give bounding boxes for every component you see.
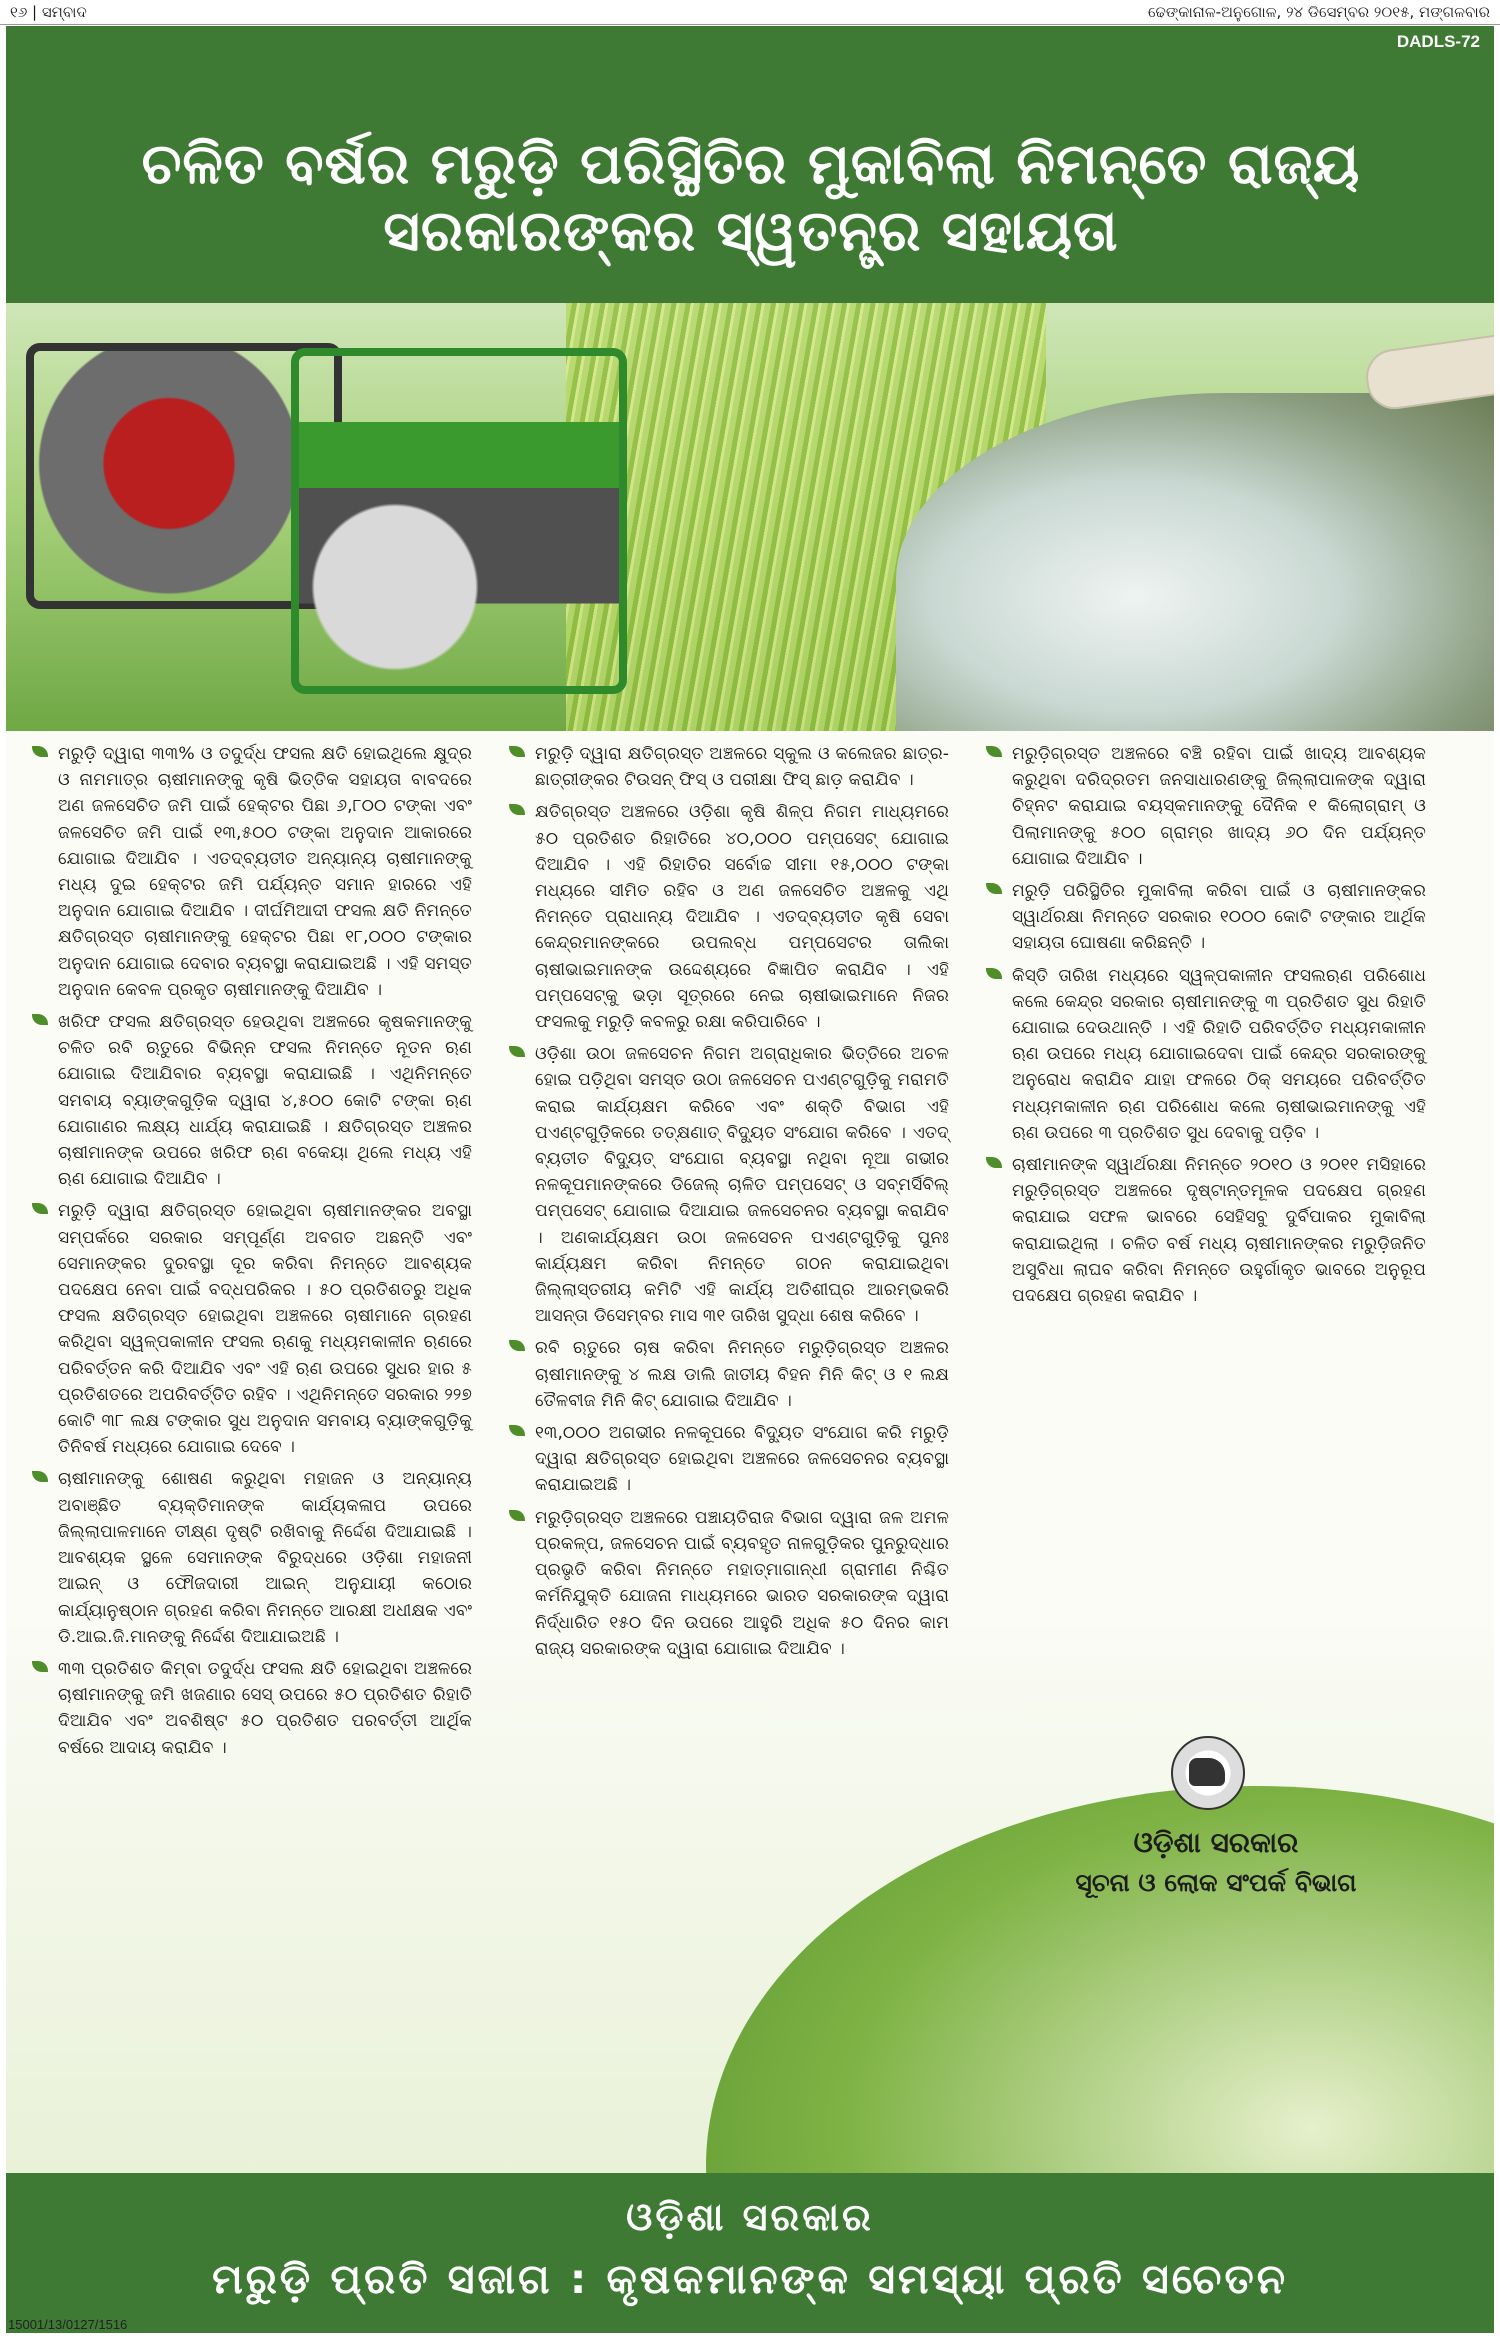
leaf-bullet-icon (509, 1510, 525, 1521)
newspaper-top-strip (0, 0, 1500, 25)
list-item: ମରୁଡ଼ି ପରିସ୍ଥିତିର ମୁକାବିଲା କରିବା ପାଇଁ ଓ ଚାଷୀମାନଙ୍କର ସ୍ୱାର୍ଥରକ୍ଷା ନିମନ୍ତେ ସରକାର ୧୦୦୦ କୋଟି ଟଙ୍କାର ଆର୍ଥିକ ସହାୟତା ଘୋଷଣା କରିଛନ୍ତି । (986, 878, 1426, 957)
list-item: ମରୁଡ଼ିଗ୍ରସ୍ତ ଅଞ୍ଚଳରେ ବଞ୍ଚି ରହିବା ପାଇଁ ଖାଦ୍ୟ ଆବଶ୍ୟକ କରୁଥିବା ଦରିଦ୍ରତମ ଜନସାଧାରଣଙ୍କୁ ଜିଲ୍ଲାପାଳଙ୍କ ଦ୍ୱାରା ଚିହ୍ନଟ କରାଯାଇ ବୟସ୍କମାନଙ୍କୁ ଦୈନିକ ୧ କିଲୋଗ୍ରାମ୍ ଓ ପିଲାମାନଙ୍କୁ ୫୦୦ ଗ୍ରାମ୍‌ର ଖାଦ୍ୟ ୬୦ ଦିନ ପର୍ଯ୍ୟନ୍ତ ଯୋଗାଇ ଦିଆଯିବ । (986, 741, 1426, 872)
column-3 (986, 741, 1426, 1315)
list-item: ମରୁଡ଼ି ଦ୍ୱାରା ୩୩% ଓ ତଦୁର୍ଦ୍ଧ ଫସଲ କ୍ଷତି ହୋଇଥିଲେ କ୍ଷୁଦ୍ର ଓ ନାମମାତ୍ର ଚାଷୀମାନଙ୍କୁ କୃଷି ଭିତ୍ତିକ ସହାୟତା ବାବଦରେ ଅଣ ଜଳସେଚିତ ଜମି ପାଇଁ ହେକ୍ଟର ପିଛା ୬,୮୦୦ ଟଙ୍କା ଏବଂ ଜଳସେଚିତ ଜମି ପାଇଁ ୧୩,୫୦୦ ଟଙ୍କା ଅନୁଦାନ ଆକାରରେ ଯୋଗାଇ ଦିଆଯିବ । ଏତଦ୍‌ବ୍ୟତୀତ ଅନ୍ୟାନ୍ୟ ଚାଷୀମାନଙ୍କୁ ମଧ୍ୟ ଦୁଇ ହେକ୍ଟର ଜମି ପର୍ଯ୍ୟନ୍ତ ସମାନ ହାରରେ ଏହି ଅନୁଦାନ ଯୋଗାଇ ଦିଆଯିବ । ଦୀର୍ଘମିଆଦୀ ଫସଲ କ୍ଷତି ନିମନ୍ତେ କ୍ଷତିଗ୍ରସ୍ତ ଚାଷୀମାନଙ୍କୁ ହେକ୍ଟର ପିଛା ୧୮,୦୦୦ ଟଙ୍କାର ଅନୁଦାନ ଯୋଗାଇ ଦେବାର ବ୍ୟବସ୍ଥା କରାଯାଇଅଛି । ଏହି ସମସ୍ତ ଅନୁଦାନ କେବଳ ପ୍ରକୃତ ଚାଷୀମାନଙ୍କୁ ଦିଆଯିବ । (32, 741, 472, 1003)
page-number: ୧୬ | ସମ୍ବାଦ (10, 3, 87, 21)
issuer-govt: ଓଡ଼ିଶା ସରକାର (1133, 1826, 1299, 1859)
leaf-bullet-icon (509, 804, 525, 815)
edition-dateline: ଢେଙ୍କାନାଳ-ଅନୁଗୋଳ, ୨୪ ଡିସେମ୍ବର ୨୦୧୫, ମଙ୍ଗଳବାର (1147, 3, 1490, 21)
footer-slogan: ମରୁଡ଼ି ପ୍ରତି ସଜାଗ : କୃଷକମାନଙ୍କ ସମସ୍ୟା ପ୍ରତି ସଚେତନ (212, 2255, 1288, 2303)
leaf-bullet-icon (32, 1471, 48, 1482)
list-item: ମରୁଡ଼ି ଦ୍ୱାରା କ୍ଷତିଗ୍ରସ୍ତ ହୋଇଥିବା ଚାଷୀମାନଙ୍କର ଅବସ୍ଥା ସମ୍ପର୍କରେ ସରକାର ସମ୍ପୂର୍ଣ୍ଣ ଅବଗତ ଅଛନ୍ତି ଏବଂ ସେମାନଙ୍କର ଦୁରବସ୍ଥା ଦୂର କରିବା ନିମନ୍ତେ ଆବଶ୍ୟକ ପଦକ୍ଷେପ ନେବା ପାଇଁ ବଦ୍ଧପରିକର । ୫୦ ପ୍ରତିଶତରୁ ଅଧିକ ଫସଲ କ୍ଷତିଗ୍ରସ୍ତ ହୋଇଥିବା ଅଞ୍ଚଳରେ ଚାଷୀମାନେ ଗ୍ରହଣ କରିଥିବା ସ୍ୱଳ୍ପକାଳୀନ ଫସଲ ଋଣକୁ ମଧ୍ୟମକାଳୀନ ଋଣରେ ପରିବର୍ତ୍ତନ କରି ଦିଆଯିବ ଏବଂ ଏହି ଋଣ ଉପରେ ସୁଧର ହାର ୫ ପ୍ରତିଶତରେ ଅପରିବର୍ତ୍ତିତ ରହିବ । ଏଥିନିମନ୍ତେ ସରକାର ୨୨୭ କୋଟି ୩୮ ଲକ୍ଷ ଟଙ୍କାର ସୁଧ ଅନୁଦାନ ସମବାୟ ବ୍ୟାଙ୍କଗୁଡ଼ିକୁ ତିନିବର୍ଷ ମଧ୍ୟରେ ଯୋଗାଇ ଦେବେ । (32, 1198, 472, 1460)
advertisement (6, 26, 1494, 2333)
headline: ଚଳିତ ବର୍ଷର ମରୁଡ଼ି ପରିସ୍ଥିତିର ମୁକାବିଲା ନିମନ୍ତେ ରାଜ୍ୟ ସରକାରଙ୍କର ସ୍ୱତନ୍ତ୍ର ସହାୟତା (141, 132, 1361, 265)
list-item: ୧୩,୦୦୦ ଅଗଭୀର ନଳକୂପରେ ବିଦ୍ୟୁତ ସଂଯୋଗ କରି ମରୁଡ଼ି ଦ୍ୱାରା କ୍ଷତିଗ୍ରସ୍ତ ହୋଇଥିବା ଅଞ୍ଚଳରେ ଜଳସେଚନର ବ୍ୟବସ୍ଥା କରାଯାଇଅଛି । (509, 1420, 949, 1499)
list-item: କିସ୍ତି ତାରିଖ ମଧ୍ୟରେ ସ୍ୱଳ୍ପକାଳୀନ ଫସଲଋଣ ପରିଶୋଧ କଲେ କେନ୍ଦ୍ର ସରକାର ଚାଷୀମାନଙ୍କୁ ୩ ପ୍ରତିଶତ ସୁଧ ରିହାତି ଯୋଗାଇ ଦେଉଥାନ୍ତି । ଏହି ରିହାତି ପରିବର୍ତ୍ତିତ ମଧ୍ୟମକାଳୀନ ଋଣ ଉପରେ ମଧ୍ୟ ଯୋଗାଇଦେବା ପାଇଁ କେନ୍ଦ୍ର ସରକାରଙ୍କୁ ଅନୁରୋଧ କରାଯିବ ଯାହା ଫଳରେ ଠିକ୍ ସମୟରେ ପରିବର୍ତ୍ତିତ ମଧ୍ୟମକାଳୀନ ଋଣ ପରିଶୋଧ କଲେ ଚାଷୀଭାଇମାନଙ୍କୁ ଏହି ଋଣ ଉପରେ ୩ ପ୍ରତିଶତ ସୁଧ ଦେବାକୁ ପଡ଼ିବ । (986, 963, 1426, 1146)
footer-banner (6, 2173, 1494, 2333)
list-item: ଚାଷୀମାନଙ୍କୁ ଶୋଷଣ କରୁଥିବା ମହାଜନ ଓ ଅନ୍ୟାନ୍ୟ ଅବାଞ୍ଛିତ ବ୍ୟକ୍ତିମାନଙ୍କ କାର୍ଯ୍ୟକଳାପ ଉପରେ ଜିଲ୍ଲାପାଳମାନେ ତୀକ୍ଷ୍ଣ ଦୃଷ୍ଟି ରଖିବାକୁ ନିର୍ଦ୍ଦେଶ ଦିଆଯାଇଛି । ଆବଶ୍ୟକ ସ୍ଥଳେ ସେମାନଙ୍କ ବିରୁଦ୍ଧରେ ଓଡ଼ିଶା ମହାଜନୀ ଆଇନ୍ ଓ ଫୌଜଦାରୀ ଆଇନ୍ ଅନୁଯାୟୀ କଠୋର କାର୍ଯ୍ୟାନୁଷ୍ଠାନ ଗ୍ରହଣ କରିବା ନିମନ୍ତେ ଆରକ୍ଷୀ ଅଧୀକ୍ଷକ ଏବଂ ଡି.ଆଇ.ଜି.ମାନଙ୍କୁ ନିର୍ଦ୍ଦେଶ ଦିଆଯାଇଅଛି । (32, 1466, 472, 1649)
leaf-bullet-icon (986, 746, 1002, 757)
leaf-bullet-icon (986, 1157, 1002, 1168)
issuer-dept: ସୂଚନା ଓ ଲୋକ ସଂପର୍କ ବିଭାଗ (1075, 1868, 1357, 1897)
list-item: କ୍ଷତିଗ୍ରସ୍ତ ଅଞ୍ଚଳରେ ଓଡ଼ିଶା କୃଷି ଶିଳ୍ପ ନିଗମ ମାଧ୍ୟମରେ ୫୦ ପ୍ରତିଶତ ରିହାତିରେ ୪୦,୦୦୦ ପମ୍ପସେଟ୍ ଯୋଗାଇ ଦିଆଯିବ । ଏହି ରିହାତିର ସର୍ବୋଚ୍ଚ ସୀମା ୧୫,୦୦୦ ଟଙ୍କା ମଧ୍ୟରେ ସୀମିତ ରହିବ ଓ ଅଣ ଜଳସେଚିତ ଅଞ୍ଚଳକୁ ଏଥି ନିମନ୍ତେ ପ୍ରାଧାନ୍ୟ ଦିଆଯିବ । ଏତଦ୍‌ବ୍ୟତୀତ କୃଷି ସେବା କେନ୍ଦ୍ରମାନଙ୍କରେ ଉପଲବ୍ଧ ପମ୍ପସେଟର ତାଲିକା ଚାଷୀଭାଇମାନଙ୍କ ଉଦ୍ଦେଶ୍ୟରେ ବିଜ୍ଞାପିତ କରାଯିବ । ଏହି ପମ୍ପସେଟ୍‌କୁ ଭଡ଼ା ସୂତ୍ରରେ ନେଇ ଚାଷୀଭାଇମାନେ ନିଜର ଫସଲକୁ ମରୁଡ଼ି କବଳରୁ ରକ୍ଷା କରିପାରିବେ । (509, 799, 949, 1035)
odisha-emblem-icon (1171, 1736, 1245, 1810)
leaf-bullet-icon (509, 1425, 525, 1436)
leaf-bullet-icon (32, 1661, 48, 1672)
list-item: ମରୁଡ଼ିଗ୍ରସ୍ତ ଅଞ୍ଚଳରେ ପଞ୍ଚାୟତିରାଜ ବିଭାଗ ଦ୍ୱାରା ଜଳ ଅମଳ ପ୍ରକଳ୍ପ, ଜଳସେଚନ ପାଇଁ ବ୍ୟବହୃତ ନାଳଗୁଡ଼ିକର ପୁନରୁଦ୍ଧାର ପ୍ରଭୃତି କରିବା ନିମନ୍ତେ ମହାତ୍ମାଗାନ୍ଧୀ ଗ୍ରାମୀଣ ନିଶ୍ଚିତ କର୍ମନିଯୁକ୍ତି ଯୋଜନା ମାଧ୍ୟମରେ ଭାରତ ସରକାରଙ୍କ ଦ୍ୱାରା ନିର୍ଦ୍ଧାରିତ ୧୫୦ ଦିନ ଉପରେ ଆହୁରି ଅଧିକ ୫୦ ଦିନର କାମ ରାଜ୍ୟ ସରକାରଙ୍କ ଦ୍ୱାରା ଯୋଗାଇ ଦିଆଯିବ । (509, 1505, 949, 1662)
leaf-bullet-icon (509, 746, 525, 757)
header-banner (6, 26, 1494, 303)
leaf-bullet-icon (986, 883, 1002, 894)
dadls-code: DADLS-72 (1396, 32, 1480, 51)
konark-wheel-mark (1189, 1758, 1225, 1786)
list-item: ୩୩ ପ୍ରତିଶତ କିମ୍ବା ତଦୁର୍ଦ୍ଧ ଫସଲ କ୍ଷତି ହୋଇଥିବା ଅଞ୍ଚଳରେ ଚାଷୀମାନଙ୍କୁ ଜମି ଖଜଣାର ସେସ୍ ଉପରେ ୫୦ ପ୍ରତିଶତ ରିହାତି ଦିଆଯିବ ଏବଂ ଅବଶିଷ୍ଟ ୫୦ ପ୍ରତିଶତ ପରବର୍ତ୍ତୀ ଆର୍ଥିକ ବର୍ଷରେ ଆଦାୟ କରାଯିବ । (32, 1656, 472, 1761)
ad-code: 15001/13/0127/1516 (8, 2317, 128, 2332)
leaf-bullet-icon (32, 1014, 48, 1025)
issuer-block (1036, 1826, 1396, 1898)
list-item: ଖରିଫ ଫସଲ କ୍ଷତିଗ୍ରସ୍ତ ହେଉଥିବା ଅଞ୍ଚଳରେ କୃଷକମାନଙ୍କୁ ଚଳିତ ରବି ଋତୁରେ ବିଭିନ୍ନ ଫସଲ ନିମନ୍ତେ ନୂତନ ଋଣ ଯୋଗାଇ ଦିଆଯିବାର ବ୍ୟବସ୍ଥା କରାଯାଇଛି । ଏଥିନିମନ୍ତେ ସମବାୟ ବ୍ୟାଙ୍କଗୁଡ଼ିକ ଦ୍ୱାରା ୪,୫୦୦ କୋଟି ଟଙ୍କା ଋଣ ଯୋଗାଣର ଲକ୍ଷ୍ୟ ଧାର୍ଯ୍ୟ କରାଯାଇଛି । କ୍ଷତିଗ୍ରସ୍ତ ଅଞ୍ଚଳର ଚାଷୀମାନଙ୍କ ଉପରେ ଖରିଫ ଋଣ ବକେୟା ଥିଲେ ମଧ୍ୟ ଏହି ଋଣ ଯୋଗାଇ ଦିଆଯିବ । (32, 1009, 472, 1192)
leaf-bullet-icon (986, 968, 1002, 979)
leaf-bullet-icon (509, 1046, 525, 1057)
leaf-bullet-icon (32, 1203, 48, 1214)
footer-govt: ଓଡ଼ିଶା ସରକାର (626, 2195, 874, 2239)
leaf-bullet-icon (509, 1340, 525, 1351)
leaf-bullet-icon (32, 746, 48, 757)
hero-photo-pumps-and-paddy (6, 303, 1494, 731)
column-2 (509, 741, 949, 1668)
list-item: ଚାଷୀମାନଙ୍କ ସ୍ୱାର୍ଥରକ୍ଷା ନିମନ୍ତେ ୨୦୧୦ ଓ ୨୦୧୧ ମସିହାରେ ମରୁଡ଼ିଗ୍ରସ୍ତ ଅଞ୍ଚଳରେ ଦୃଷ୍ଟାନ୍ତମୂଳକ ପଦକ୍ଷେପ ଗ୍ରହଣ କରାଯାଇ ସଫଳ ଭାବରେ ସେହିସବୁ ଦୁର୍ବିପାକର ମୁକାବିଲା କରାଯାଇଥିଲା । ଚଳିତ ବର୍ଷ ମଧ୍ୟ ଚାଷୀମାନଙ୍କର ମରୁଡ଼ିଜନିତ ଅସୁବିଧା ଲାଘବ କରିବା ନିମନ୍ତେ ଉହୁର୍ଗାକୃତ ଭାବରେ ଅନୁରୂପ ପଦକ୍ଷେପ ଗ୍ରହଣ କରାଯିବ । (986, 1152, 1426, 1309)
column-1 (32, 741, 472, 1767)
green-pumpset-image (291, 348, 627, 694)
content-area (6, 731, 1494, 2181)
list-item: ମରୁଡ଼ି ଦ୍ୱାରା କ୍ଷତିଗ୍ରସ୍ତ ଅଞ୍ଚଳରେ ସ୍କୁଲ ଓ କଲେଜର ଛାତ୍ର-ଛାତ୍ରୀଙ୍କର ଟିଉସନ୍ ଫିସ୍ ଓ ପରୀକ୍ଷା ଫିସ୍ ଛାଡ଼ କରାଯିବ । (509, 741, 949, 793)
list-item: ରବି ଋତୁରେ ଚାଷ କରିବା ନିମନ୍ତେ ମରୁଡ଼ିଗ୍ରସ୍ତ ଅଞ୍ଚଳର ଚାଷୀମାନଙ୍କୁ ୪ ଲକ୍ଷ ଡାଲି ଜାତୀୟ ବିହନ ମିନି କିଟ୍ ଓ ୧ ଲକ୍ଷ ତୈଳବୀଜ ମିନି କିଟ୍ ଯୋଗାଇ ଦିଆଯିବ । (509, 1335, 949, 1414)
list-item: ଓଡ଼ିଶା ଉଠା ଜଳସେଚନ ନିଗମ ଅଗ୍ରାଧିକାର ଭିତ୍ତିରେ ଅଚଳ ହୋଇ ପଡ଼ିଥିବା ସମସ୍ତ ଉଠା ଜଳସେଚନ ପଏଣ୍ଟଗୁଡ଼ିକୁ ମରାମତି କରାଇ କାର୍ଯ୍ୟକ୍ଷମ କରିବେ ଏବଂ ଶକ୍ତି ବିଭାଗ ଏହି ପଏଣ୍ଟଗୁଡ଼ିକରେ ତତ୍‌କ୍ଷଣାତ୍ ବିଦ୍ୟୁତ ସଂଯୋଗ କରିବେ । ଏତଦ୍ ବ୍ୟତୀତ ବିଦ୍ୟୁତ୍ ସଂଯୋଗ ବ୍ୟବସ୍ଥା ନଥିବା ନୂଆ ଗଭୀର ନଳକୂପମାନଙ୍କରେ ଡିଜେଲ୍ ଚାଳିତ ପମ୍ପସେଟ୍ ଓ ସବ୍‌ମର୍ସିବିଲ୍ ପମ୍ପସେଟ୍ ଯୋଗାଇ ଦିଆଯାଇ ଜଳସେଚନର ବ୍ୟବସ୍ଥା କରାଯିବ । ଅଣକାର୍ଯ୍ୟକ୍ଷମ ଉଠା ଜଳସେଚନ ପଏଣ୍ଟଗୁଡ଼ିକୁ ପୁନଃ କାର୍ଯ୍ୟକ୍ଷମ କରିବା ନିମନ୍ତେ ଗଠନ କରାଯାଇଥିବା ଜିଲ୍ଲାସ୍ତରୀୟ କମିଟି ଏହି କାର୍ଯ୍ୟ ଅତିଶୀଘ୍ର ଆରମ୍ଭକରି ଆସନ୍ତା ଡିସେମ୍ବର ମାସ ୩୧ ତାରିଖ ସୁଦ୍ଧା ଶେଷ କରିବେ । (509, 1041, 949, 1329)
